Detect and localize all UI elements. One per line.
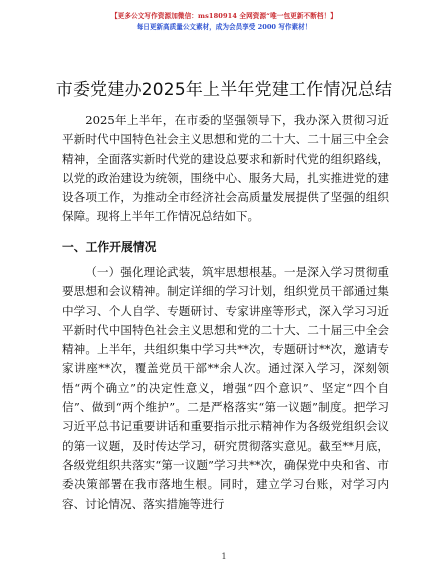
document-title: 市委党建办2025年上半年党建工作情况总结 bbox=[55, 80, 393, 100]
intro-section bbox=[62, 111, 389, 227]
page-number: 1 bbox=[221, 552, 227, 561]
intro-paragraph: 2025年上半年，在市委的坚强领导下，我办深入贯彻习近平新时代中国特色社会主义思想和党的二十大、二十届三中全会精神，全面落实新时代党的建设总要求和新时代党的组织路线，以党的政治建设为统领，围绕中心、服务大局，扎实推进党的建设各项工作，为推动全市经济社会高质量发展提供了坚强的组织保障。现将上半年工作情况总结如下。 bbox=[62, 113, 389, 224]
banner-line-2: 每日更新高质量公文素材，成为会员享受 2000 写作素材！ bbox=[136, 23, 312, 31]
section-paragraph: （一）强化理论武装，筑牢思想根基。一是深入学习贯彻重要思想和会议精神。制定详细的学习计划，组织党员干部通过集中学习、个人自学、专题研讨、专家讲座等形式，深入学习习近平新时代中国特色社会主义思想和党的二十大、二十届三中全会精神。上半年，共组织集中学习共**次，专题研讨**次，邀请专家讲座**次，覆盖党员干部**余人次。通过深入学习，深刻领悟“两个确立”的决定性意义，增强“四个意识”、坚定“四个自信”、做到“两个维护”。二是严格落实“第一议题”制度。把学习习近平总书记重要讲话和重要指示批示精神作为各级党组织会议的第一议题，及时传达学习，研究贯彻落实意见。截至**月底，各级党组织共落实“第一议题”学习共**次，确保党中央和省、市委决策部署在我市落地生根。同时，建立学习台账，对学习内容、讨论情况、落实措施等进行 bbox=[62, 265, 389, 511]
banner-line-1: 【更多公文写作资源加微信：ms180914 全网资源“唯一包更新不断档！】 bbox=[110, 12, 338, 20]
section-body bbox=[62, 263, 389, 514]
section-heading: 一、工作开展情况 bbox=[62, 240, 157, 254]
